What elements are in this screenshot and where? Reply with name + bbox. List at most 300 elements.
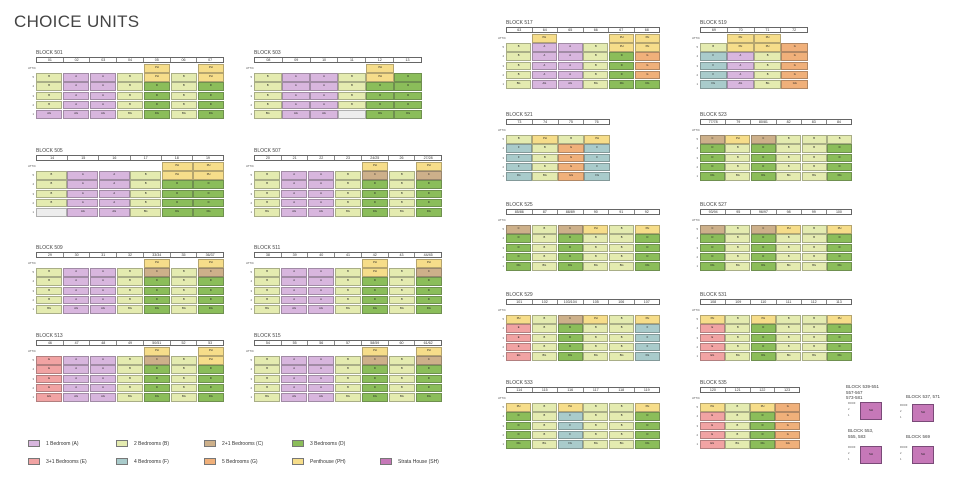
- unit-cell[interactable]: BG: [532, 440, 557, 449]
- unit-cell[interactable]: B: [776, 163, 801, 172]
- unit-cell[interactable]: F: [558, 422, 583, 431]
- unit-cell[interactable]: BG: [254, 110, 282, 119]
- unit-cell[interactable]: B: [506, 62, 531, 71]
- unit-cell[interactable]: A: [67, 190, 98, 199]
- unit-cell[interactable]: E: [506, 334, 531, 343]
- unit-cell[interactable]: B: [171, 287, 197, 296]
- unit-cell[interactable]: B: [335, 268, 361, 277]
- unit-cell[interactable]: C: [700, 135, 725, 144]
- unit-cell[interactable]: D: [506, 244, 531, 253]
- unit-cell[interactable]: D: [558, 244, 583, 253]
- unit-cell[interactable]: B: [254, 356, 280, 365]
- unit-cell[interactable]: PH: [700, 315, 725, 324]
- unit-cell[interactable]: B: [802, 324, 827, 333]
- unit-cell[interactable]: D: [193, 199, 224, 208]
- unit-cell[interactable]: D: [416, 375, 442, 384]
- unit-cell[interactable]: D: [394, 82, 422, 91]
- unit-cell[interactable]: DG: [827, 262, 852, 271]
- unit-cell[interactable]: GG: [775, 440, 800, 449]
- unit-cell[interactable]: D: [362, 375, 388, 384]
- unit-cell[interactable]: A: [281, 277, 307, 286]
- unit-cell[interactable]: B: [335, 365, 361, 374]
- unit-cell[interactable]: A: [67, 180, 98, 189]
- unit-cell[interactable]: A: [99, 199, 130, 208]
- unit-cell[interactable]: A: [310, 92, 338, 101]
- unit-cell[interactable]: A: [90, 277, 116, 286]
- unit-cell[interactable]: D: [193, 180, 224, 189]
- unit-cell[interactable]: B: [254, 287, 280, 296]
- unit-cell[interactable]: D: [162, 190, 193, 199]
- unit-cell[interactable]: B: [776, 144, 801, 153]
- unit-cell[interactable]: B: [609, 253, 634, 262]
- unit-cell[interactable]: DG: [750, 440, 775, 449]
- unit-cell[interactable]: B: [583, 244, 608, 253]
- unit-cell[interactable]: B: [609, 343, 634, 352]
- unit-cell[interactable]: PH: [635, 34, 660, 43]
- unit-cell[interactable]: PH: [416, 162, 442, 171]
- unit-cell[interactable]: PH: [750, 403, 775, 412]
- unit-cell[interactable]: D: [416, 365, 442, 374]
- unit-cell[interactable]: AG: [308, 208, 334, 217]
- unit-cell[interactable]: D: [198, 82, 224, 91]
- unit-cell[interactable]: DG: [558, 352, 583, 361]
- unit-cell[interactable]: D: [827, 253, 852, 262]
- unit-cell[interactable]: PH: [635, 225, 660, 234]
- unit-cell[interactable]: D: [635, 422, 660, 431]
- unit-cell[interactable]: DG: [162, 208, 193, 217]
- unit-cell[interactable]: B: [254, 92, 282, 101]
- unit-cell[interactable]: BG: [389, 305, 415, 314]
- unit-cell[interactable]: A: [308, 384, 334, 393]
- unit-cell[interactable]: B: [532, 422, 557, 431]
- unit-cell[interactable]: EG: [506, 352, 531, 361]
- unit-cell[interactable]: A: [532, 52, 557, 61]
- unit-cell[interactable]: BG: [335, 305, 361, 314]
- unit-cell[interactable]: B: [609, 431, 634, 440]
- unit-cell[interactable]: AG: [99, 208, 130, 217]
- unit-cell[interactable]: B: [802, 225, 827, 234]
- unit-cell[interactable]: AG: [308, 305, 334, 314]
- unit-cell[interactable]: D: [558, 324, 583, 333]
- unit-cell[interactable]: PH: [362, 347, 388, 356]
- unit-cell[interactable]: BG: [335, 208, 361, 217]
- unit-cell[interactable]: D: [144, 365, 170, 374]
- unit-cell[interactable]: D: [506, 234, 531, 243]
- unit-cell[interactable]: B: [583, 52, 608, 61]
- unit-cell[interactable]: A: [63, 365, 89, 374]
- unit-cell[interactable]: G: [635, 62, 660, 71]
- unit-cell[interactable]: B: [532, 334, 557, 343]
- unit-cell[interactable]: PH: [827, 225, 852, 234]
- unit-cell[interactable]: C: [506, 225, 531, 234]
- unit-cell[interactable]: B: [171, 384, 197, 393]
- unit-cell[interactable]: B: [335, 287, 361, 296]
- unit-cell[interactable]: B: [802, 253, 827, 262]
- unit-cell[interactable]: PH: [506, 403, 531, 412]
- unit-cell[interactable]: AG: [63, 110, 89, 119]
- unit-cell[interactable]: D: [162, 199, 193, 208]
- unit-cell[interactable]: D: [506, 412, 531, 421]
- unit-cell[interactable]: BG: [130, 208, 161, 217]
- unit-cell[interactable]: D: [506, 422, 531, 431]
- unit-cell[interactable]: D: [558, 343, 583, 352]
- unit-cell[interactable]: D: [827, 234, 852, 243]
- unit-cell[interactable]: DG: [635, 440, 660, 449]
- unit-cell[interactable]: B: [117, 277, 143, 286]
- unit-cell[interactable]: B: [171, 296, 197, 305]
- unit-cell[interactable]: PH: [635, 315, 660, 324]
- unit-cell[interactable]: DG: [144, 305, 170, 314]
- unit-cell[interactable]: AG: [90, 305, 116, 314]
- unit-cell[interactable]: B: [335, 190, 361, 199]
- unit-cell[interactable]: PH: [558, 403, 583, 412]
- unit-cell[interactable]: B: [335, 180, 361, 189]
- unit-cell[interactable]: B: [506, 71, 531, 80]
- unit-cell[interactable]: D: [144, 384, 170, 393]
- unit-cell[interactable]: D: [394, 101, 422, 110]
- unit-cell[interactable]: D: [751, 244, 776, 253]
- unit-cell[interactable]: A: [282, 82, 310, 91]
- unit-cell[interactable]: B: [254, 384, 280, 393]
- unit-cell[interactable]: B: [117, 101, 143, 110]
- unit-cell[interactable]: PH: [416, 347, 442, 356]
- unit-cell[interactable]: PH: [725, 135, 750, 144]
- unit-cell[interactable]: FG: [635, 352, 660, 361]
- unit-cell[interactable]: A: [67, 199, 98, 208]
- unit-cell[interactable]: B: [532, 163, 558, 172]
- unit-cell[interactable]: B: [171, 82, 197, 91]
- unit-cell[interactable]: D: [609, 52, 634, 61]
- unit-cell[interactable]: B: [583, 234, 608, 243]
- unit-cell[interactable]: B: [725, 154, 750, 163]
- unit-cell[interactable]: A: [281, 199, 307, 208]
- unit-cell[interactable]: D: [144, 82, 170, 91]
- unit-cell[interactable]: B: [532, 343, 557, 352]
- unit-cell[interactable]: EG: [36, 393, 62, 402]
- unit-cell[interactable]: D: [750, 412, 775, 421]
- unit-cell[interactable]: AG: [90, 110, 116, 119]
- unit-cell[interactable]: D: [635, 431, 660, 440]
- unit-cell[interactable]: A: [90, 287, 116, 296]
- unit-cell[interactable]: E: [700, 334, 725, 343]
- unit-cell[interactable]: B: [254, 268, 280, 277]
- unit-cell[interactable]: PH: [144, 347, 170, 356]
- unit-cell[interactable]: BG: [254, 305, 280, 314]
- unit-cell[interactable]: A: [90, 82, 116, 91]
- unit-cell[interactable]: B: [754, 62, 781, 71]
- unit-cell[interactable]: B: [776, 234, 801, 243]
- unit-cell[interactable]: DG: [144, 110, 170, 119]
- unit-cell[interactable]: PH: [506, 315, 531, 324]
- unit-cell[interactable]: D: [198, 375, 224, 384]
- unit-cell[interactable]: A: [308, 287, 334, 296]
- unit-cell[interactable]: A: [727, 71, 754, 80]
- unit-cell[interactable]: B: [389, 365, 415, 374]
- unit-cell[interactable]: D: [827, 244, 852, 253]
- unit-cell[interactable]: D: [750, 422, 775, 431]
- unit-cell[interactable]: B: [117, 82, 143, 91]
- unit-cell[interactable]: B: [254, 180, 280, 189]
- unit-cell[interactable]: D: [416, 287, 442, 296]
- unit-cell[interactable]: DG: [362, 305, 388, 314]
- unit-cell[interactable]: B: [171, 365, 197, 374]
- unit-cell[interactable]: A: [308, 268, 334, 277]
- unit-cell[interactable]: DG: [198, 393, 224, 402]
- unit-cell[interactable]: A: [281, 268, 307, 277]
- unit-cell[interactable]: PH: [532, 34, 557, 43]
- unit-cell[interactable]: DG: [394, 110, 422, 119]
- unit-cell[interactable]: D: [558, 234, 583, 243]
- unit-cell[interactable]: D: [162, 180, 193, 189]
- unit-cell[interactable]: D: [144, 296, 170, 305]
- unit-cell[interactable]: D: [144, 277, 170, 286]
- unit-cell[interactable]: B: [36, 199, 67, 208]
- unit-cell[interactable]: PH: [609, 34, 634, 43]
- unit-cell[interactable]: B: [532, 144, 558, 153]
- unit-cell[interactable]: B: [389, 356, 415, 365]
- unit-cell[interactable]: BG: [335, 393, 361, 402]
- unit-cell[interactable]: E: [700, 343, 725, 352]
- unit-cell[interactable]: B: [776, 324, 801, 333]
- unit-cell[interactable]: B: [802, 135, 827, 144]
- unit-cell[interactable]: BG: [117, 393, 143, 402]
- unit-cell[interactable]: D: [416, 277, 442, 286]
- unit-cell[interactable]: BG: [725, 172, 750, 181]
- unit-cell[interactable]: D: [198, 277, 224, 286]
- unit-cell[interactable]: DG: [362, 393, 388, 402]
- unit-cell[interactable]: PH: [700, 403, 725, 412]
- unit-cell[interactable]: D: [416, 199, 442, 208]
- unit-cell[interactable]: B: [532, 225, 557, 234]
- unit-cell[interactable]: D: [506, 253, 531, 262]
- unit-cell[interactable]: B: [725, 343, 750, 352]
- unit-cell[interactable]: B: [725, 412, 750, 421]
- unit-cell[interactable]: B: [389, 180, 415, 189]
- unit-cell[interactable]: B: [532, 412, 557, 421]
- unit-cell[interactable]: A: [90, 92, 116, 101]
- unit-cell[interactable]: F: [558, 412, 583, 421]
- unit-cell[interactable]: B: [609, 403, 634, 412]
- unit-cell[interactable]: A: [308, 375, 334, 384]
- unit-cell[interactable]: A: [727, 62, 754, 71]
- unit-cell[interactable]: A: [282, 92, 310, 101]
- unit-cell[interactable]: G: [781, 52, 808, 61]
- unit-cell[interactable]: B: [583, 253, 608, 262]
- unit-cell[interactable]: A: [308, 171, 334, 180]
- unit-cell[interactable]: A: [67, 171, 98, 180]
- unit-cell[interactable]: B: [802, 234, 827, 243]
- unit-cell[interactable]: B: [558, 135, 584, 144]
- unit-cell[interactable]: B: [171, 268, 197, 277]
- unit-cell[interactable]: D: [558, 253, 583, 262]
- unit-cell[interactable]: A: [90, 268, 116, 277]
- unit-cell[interactable]: B: [254, 199, 280, 208]
- unit-cell[interactable]: A: [281, 356, 307, 365]
- unit-cell[interactable]: D: [193, 190, 224, 199]
- unit-cell[interactable]: B: [389, 287, 415, 296]
- unit-cell[interactable]: D: [362, 287, 388, 296]
- unit-cell[interactable]: B: [776, 315, 801, 324]
- unit-cell[interactable]: A: [532, 62, 557, 71]
- unit-cell[interactable]: A: [727, 52, 754, 61]
- unit-cell[interactable]: D: [827, 324, 852, 333]
- unit-cell[interactable]: B: [532, 315, 557, 324]
- unit-cell[interactable]: B: [609, 234, 634, 243]
- unit-cell[interactable]: D: [198, 365, 224, 374]
- unit-cell[interactable]: AG: [308, 393, 334, 402]
- unit-cell[interactable]: B: [254, 375, 280, 384]
- unit-cell[interactable]: F: [506, 163, 532, 172]
- unit-cell[interactable]: B: [130, 199, 161, 208]
- unit-cell[interactable]: PH: [198, 356, 224, 365]
- unit-cell[interactable]: D: [700, 154, 725, 163]
- unit-cell[interactable]: AG: [36, 110, 62, 119]
- unit-cell[interactable]: B: [725, 244, 750, 253]
- unit-cell[interactable]: EG: [700, 352, 725, 361]
- unit-cell[interactable]: BG: [776, 172, 801, 181]
- unit-cell[interactable]: B: [117, 365, 143, 374]
- unit-cell[interactable]: DG: [827, 352, 852, 361]
- unit-cell[interactable]: A: [63, 277, 89, 286]
- unit-cell[interactable]: A: [63, 296, 89, 305]
- unit-cell[interactable]: A: [63, 287, 89, 296]
- unit-cell[interactable]: G: [635, 71, 660, 80]
- unit-cell[interactable]: B: [506, 135, 532, 144]
- unit-cell[interactable]: BG: [802, 352, 827, 361]
- unit-cell[interactable]: C: [144, 356, 170, 365]
- unit-cell[interactable]: B: [36, 287, 62, 296]
- unit-cell[interactable]: BG: [171, 393, 197, 402]
- unit-cell[interactable]: PH: [584, 135, 610, 144]
- unit-cell[interactable]: AG: [281, 393, 307, 402]
- unit-cell[interactable]: B: [583, 422, 608, 431]
- unit-cell[interactable]: D: [144, 92, 170, 101]
- unit-cell[interactable]: D: [366, 82, 394, 91]
- unit-cell[interactable]: DG: [506, 440, 531, 449]
- unit-cell[interactable]: G: [558, 163, 584, 172]
- unit-cell[interactable]: D: [416, 180, 442, 189]
- unit-cell[interactable]: E: [36, 384, 62, 393]
- unit-cell[interactable]: B: [117, 92, 143, 101]
- unit-cell[interactable]: B: [117, 375, 143, 384]
- unit-cell[interactable]: DG: [558, 262, 583, 271]
- unit-cell[interactable]: B: [117, 356, 143, 365]
- unit-cell[interactable]: A: [63, 375, 89, 384]
- unit-cell[interactable]: C: [362, 171, 388, 180]
- unit-cell[interactable]: B: [254, 82, 282, 91]
- unit-cell[interactable]: D: [700, 163, 725, 172]
- unit-cell[interactable]: B: [532, 403, 557, 412]
- unit-cell[interactable]: B: [802, 144, 827, 153]
- unit-cell[interactable]: B: [802, 343, 827, 352]
- unit-cell[interactable]: B: [117, 287, 143, 296]
- unit-cell[interactable]: D: [198, 101, 224, 110]
- unit-cell[interactable]: PH: [827, 315, 852, 324]
- unit-cell[interactable]: A: [308, 296, 334, 305]
- unit-cell[interactable]: C: [416, 356, 442, 365]
- unit-cell[interactable]: AG: [281, 305, 307, 314]
- unit-cell[interactable]: PH: [162, 171, 193, 180]
- unit-cell[interactable]: D: [827, 343, 852, 352]
- unit-cell[interactable]: B: [117, 268, 143, 277]
- unit-cell[interactable]: D: [362, 277, 388, 286]
- unit-cell[interactable]: B: [254, 277, 280, 286]
- unit-cell[interactable]: B: [171, 277, 197, 286]
- unit-cell[interactable]: DG: [609, 80, 634, 89]
- strata-house-unit[interactable]: SH: [912, 404, 934, 422]
- unit-cell[interactable]: PH: [751, 315, 776, 324]
- unit-cell[interactable]: B: [802, 334, 827, 343]
- unit-cell[interactable]: B: [254, 296, 280, 305]
- unit-cell[interactable]: C: [558, 225, 583, 234]
- unit-cell[interactable]: G: [775, 431, 800, 440]
- unit-cell[interactable]: F: [584, 154, 610, 163]
- unit-cell[interactable]: DG: [416, 393, 442, 402]
- unit-cell[interactable]: B: [802, 315, 827, 324]
- unit-cell[interactable]: A: [558, 71, 583, 80]
- unit-cell[interactable]: B: [338, 73, 366, 82]
- unit-cell[interactable]: BG: [725, 440, 750, 449]
- unit-cell[interactable]: C: [751, 225, 776, 234]
- unit-cell[interactable]: B: [335, 375, 361, 384]
- unit-cell[interactable]: BG: [725, 352, 750, 361]
- unit-cell[interactable]: B: [254, 365, 280, 374]
- unit-cell[interactable]: A: [558, 62, 583, 71]
- unit-cell[interactable]: BG: [36, 305, 62, 314]
- unit-cell[interactable]: BG: [117, 305, 143, 314]
- unit-cell[interactable]: A: [281, 287, 307, 296]
- unit-cell[interactable]: GG: [781, 80, 808, 89]
- unit-cell[interactable]: BG: [609, 352, 634, 361]
- unit-cell[interactable]: BG: [802, 172, 827, 181]
- unit-cell[interactable]: AG: [281, 208, 307, 217]
- unit-cell[interactable]: B: [130, 190, 161, 199]
- unit-cell[interactable]: D: [609, 62, 634, 71]
- unit-cell[interactable]: D: [827, 334, 852, 343]
- unit-cell[interactable]: B: [335, 277, 361, 286]
- unit-cell[interactable]: PH: [416, 259, 442, 268]
- unit-cell[interactable]: AG: [558, 80, 583, 89]
- unit-cell[interactable]: B: [130, 180, 161, 189]
- unit-cell[interactable]: A: [63, 92, 89, 101]
- unit-cell[interactable]: C: [362, 356, 388, 365]
- unit-cell[interactable]: B: [725, 324, 750, 333]
- unit-cell[interactable]: B: [583, 343, 608, 352]
- unit-cell[interactable]: B: [171, 356, 197, 365]
- unit-cell[interactable]: BG: [389, 393, 415, 402]
- unit-cell[interactable]: A: [308, 180, 334, 189]
- unit-cell[interactable]: B: [754, 71, 781, 80]
- unit-cell[interactable]: BG: [754, 80, 781, 89]
- unit-cell[interactable]: B: [754, 52, 781, 61]
- unit-cell[interactable]: PH: [198, 347, 224, 356]
- unit-cell[interactable]: B: [130, 171, 161, 180]
- unit-cell[interactable]: E: [506, 343, 531, 352]
- unit-cell[interactable]: A: [90, 365, 116, 374]
- unit-cell[interactable]: B: [171, 375, 197, 384]
- unit-cell[interactable]: BG: [506, 80, 531, 89]
- unit-cell[interactable]: D: [751, 144, 776, 153]
- unit-cell[interactable]: F: [584, 163, 610, 172]
- unit-cell[interactable]: B: [506, 52, 531, 61]
- unit-cell[interactable]: B: [583, 403, 608, 412]
- unit-cell[interactable]: F: [584, 144, 610, 153]
- unit-cell[interactable]: B: [725, 225, 750, 234]
- unit-cell[interactable]: A: [63, 268, 89, 277]
- unit-cell[interactable]: D: [144, 101, 170, 110]
- unit-cell[interactable]: DG: [198, 305, 224, 314]
- unit-cell[interactable]: PH: [198, 64, 224, 73]
